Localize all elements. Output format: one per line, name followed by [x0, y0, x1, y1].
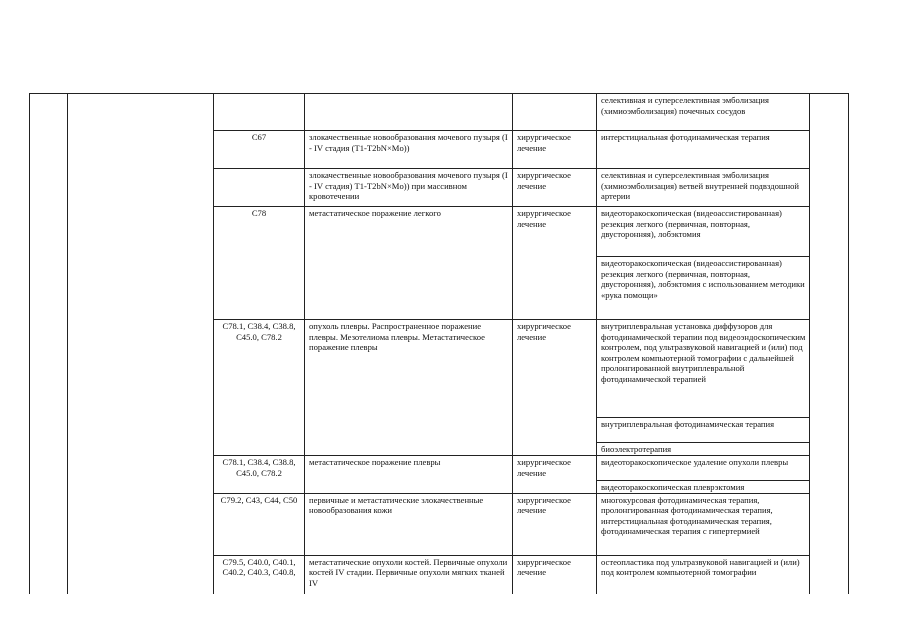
medical-care-table — [29, 93, 849, 594]
treatment-cell: хирургическое лечение — [513, 555, 597, 594]
treatment-cell: хирургическое лечение — [513, 456, 597, 494]
method-cell: остеопластика под ультразвуковой навигацией и (или) под контролем компьютерной томографии — [597, 555, 810, 594]
method-cell: многокурсовая фотодинамическая терапия, пролонгированная фотодинамическая терапия, интерстициальная фотодинамическая терапия, фотодинамическая терапия с гипертермией — [597, 493, 810, 555]
code-cell — [214, 169, 305, 207]
method-cell: внутриплевральная фотодинамическая терапия — [597, 418, 810, 443]
code-cell: C79.2, C43, C44, C50 — [214, 493, 305, 555]
code-cell: C78.1, C38.4, C38.8, C45.0, C78.2 — [214, 456, 305, 494]
treatment-cell: хирургическое лечение — [513, 493, 597, 555]
treatment-cell: хирургическое лечение — [513, 131, 597, 169]
code-cell — [214, 94, 305, 131]
table-row — [30, 94, 849, 131]
method-cell: видеоторакоскопическое удаление опухоли плевры — [597, 456, 810, 481]
page-bottom-margin — [0, 594, 905, 640]
method-cell: интерстициальная фотодинамическая терапия — [597, 131, 810, 169]
disease-cell: метастатическое поражение плевры — [305, 456, 513, 494]
disease-cell: злокачественные новообразования мочевого пузыря (I - IV стадия) T1-T2bN×Mo)) при массивном кровотечении — [305, 169, 513, 207]
disease-cell: первичные и метастатические злокачественные новообразования кожи — [305, 493, 513, 555]
treatment-cell: хирургическое лечение — [513, 169, 597, 207]
treatment-cell: хирургическое лечение — [513, 207, 597, 320]
disease-cell: метастатические опухоли костей. Первичные опухоли костей IV стадии. Первичные опухоли мягких тканей IV — [305, 555, 513, 594]
treatment-cell — [513, 94, 597, 131]
disease-cell: опухоль плевры. Распространенное поражение плевры. Мезотелиома плевры. Метастатическое поражение плевры — [305, 320, 513, 456]
code-cell: C79.5, C40.0, C40.1, C40.2, C40.3, C40.8, — [214, 555, 305, 594]
code-cell: C67 — [214, 131, 305, 169]
method-cell: внутриплевральная установка диффузоров для фотодинамической терапии под видеоэндоскопическим контролем, под ультразвуковой навигацией и (или) под контролем компьютерной томографии с дальнейшей пролонгированной внутриплевральной фотодинамической терапией — [597, 320, 810, 418]
method-cell: биоэлектротерапия — [597, 443, 810, 456]
method-cell: селективная и суперселективная эмболизация (химиоэмболизация) почечных сосудов — [597, 94, 810, 131]
blank-cell — [810, 94, 849, 595]
method-cell: видеоторакоскопическая (видеоассистированная) резекция легкого (первичная, повторная, двусторонняя), лобэктомия — [597, 207, 810, 257]
code-cell: C78.1, C38.4, C38.8, C45.0, C78.2 — [214, 320, 305, 456]
blank-cell — [68, 94, 214, 595]
blank-cell — [30, 94, 68, 595]
code-cell: C78 — [214, 207, 305, 320]
disease-cell — [305, 94, 513, 131]
method-cell: видеоторакоскопическая плеврэктомия — [597, 481, 810, 494]
treatment-cell: хирургическое лечение — [513, 320, 597, 456]
method-cell: селективная и суперселективная эмболизация (химиоэмболизация) ветвей внутренней подвздошной артерии — [597, 169, 810, 207]
disease-cell: метастатическое поражение легкого — [305, 207, 513, 320]
method-cell: видеоторакоскопическая (видеоассистированная) резекция легкого (первичная, повторная, двусторонняя), лобэктомия с использованием методики «рука помощи» — [597, 257, 810, 320]
disease-cell: злокачественные новообразования мочевого пузыря (I - IV стадия (T1-T2bN×Mo)) — [305, 131, 513, 169]
